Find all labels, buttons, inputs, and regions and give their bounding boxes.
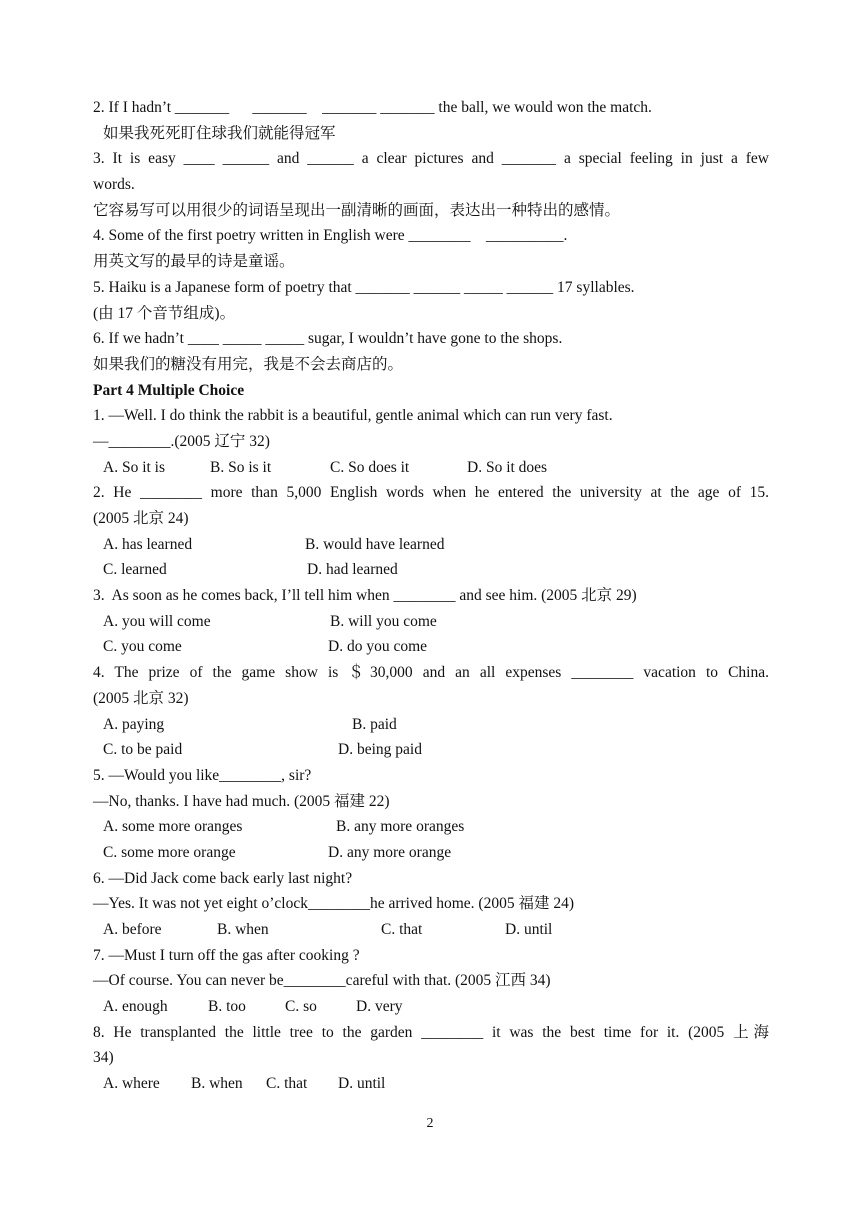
text-line: 4. Some of the first poetry written in English were ________ __________. xyxy=(93,227,568,245)
option-c: C. So does it xyxy=(330,458,410,476)
options-row xyxy=(93,1071,769,1097)
option-a: A. you will come xyxy=(103,612,211,630)
option-c: C. that xyxy=(381,921,423,938)
option-a: A. has learned xyxy=(103,535,193,553)
option-d: D. being paid xyxy=(338,741,422,759)
option-c: C. learned xyxy=(103,561,167,579)
section-heading: Part 4 Multiple Choice xyxy=(93,381,245,399)
option-b: B. any more oranges xyxy=(336,818,465,836)
option-b: B. when xyxy=(191,1075,243,1093)
question-text: —Yes. It was not yet eight o’clock________he arrived home. (2005 福建 24) xyxy=(93,895,574,913)
text-line: (由 17 个音节组成)。 xyxy=(93,304,236,322)
question-text: (2005 北京 32) xyxy=(93,689,189,707)
option-b: B. will you come xyxy=(330,612,437,630)
option-d: D. do you come xyxy=(328,638,428,656)
options-row xyxy=(93,712,769,738)
option-c: C. so xyxy=(285,998,317,1016)
question-text: 7. —Must I turn off the gas after cooking ? xyxy=(93,946,360,964)
option-b: B. So is it xyxy=(210,458,272,476)
text-line: 3. It is easy ____ ______ and ______ a clear pictures and _______ a special feeling in just a few xyxy=(93,150,769,168)
question-text: (2005 北京 24) xyxy=(93,510,189,527)
option-c: C. to be paid xyxy=(103,741,183,759)
option-b: B. paid xyxy=(352,715,397,733)
options-row xyxy=(93,737,769,763)
question-text: 4. The prize of the game show is ＄30,000 and an all expenses ________ vacation to China. xyxy=(93,664,769,682)
options-row xyxy=(93,814,769,840)
options-row xyxy=(93,634,769,660)
question-text: 2. He ________ more than 5,000 English words when he entered the university at the age of 15. xyxy=(93,484,769,502)
options-row xyxy=(93,532,769,558)
text-line: 它容易写可以用很少的词语呈现出一副清晰的画面，表达出一种特出的感情。 xyxy=(93,201,621,219)
question-text: 8. He transplanted the little tree to the garden ________ it was the best time for it. (2005 上海 xyxy=(93,1023,769,1041)
option-b: B. when xyxy=(217,921,269,938)
question-text: 3. As soon as he comes back, I’ll tell him when ________ and see him. (2005 北京 29) xyxy=(93,587,637,605)
document-body xyxy=(93,95,769,1097)
option-c: C. some more orange xyxy=(103,843,236,861)
option-a: A. some more oranges xyxy=(103,818,243,836)
question-text: —Of course. You can never be________careful with that. (2005 江西 34) xyxy=(93,972,551,990)
option-d: D. until xyxy=(338,1075,386,1093)
options-row xyxy=(93,455,769,481)
option-a: A. where xyxy=(103,1075,160,1093)
option-a: A. enough xyxy=(103,998,168,1016)
options-row xyxy=(93,840,769,866)
options-row xyxy=(93,609,769,635)
text-line: 5. Haiku is a Japanese form of poetry that _______ ______ _____ ______ 17 syllables. xyxy=(93,278,635,296)
option-b: B. would have learned xyxy=(305,535,445,553)
option-a: A. So it is xyxy=(103,458,166,476)
option-d: D. very xyxy=(356,998,403,1016)
option-d: D. So it does xyxy=(467,458,548,476)
option-c: C. that xyxy=(266,1075,308,1093)
options-row xyxy=(93,917,769,943)
text-line: 用英文写的最早的诗是童谣。 xyxy=(93,253,295,271)
question-text: 5. —Would you like________, sir? xyxy=(93,766,312,784)
option-d: D. any more orange xyxy=(328,843,452,861)
question-text: 1. —Well. I do think the rabbit is a beautiful, gentle animal which can run very fast. xyxy=(93,407,613,425)
option-a: A. paying xyxy=(103,715,165,733)
question-text: —No, thanks. I have had much. (2005 福建 22) xyxy=(93,792,390,810)
text-line: words. xyxy=(93,176,135,194)
text-line: 如果我们的糖没有用完，我是不会去商店的。 xyxy=(93,355,404,373)
question-text: —________.(2005 辽宁 32) xyxy=(93,432,270,450)
option-d: D. had learned xyxy=(307,561,398,579)
options-row xyxy=(93,557,769,583)
option-d: D. until xyxy=(505,921,553,938)
text-line: 6. If we hadn’t ____ _____ _____ sugar, I wouldn’t have gone to the shops. xyxy=(93,330,563,348)
text-line: 如果我死死盯住球我们就能得冠军 xyxy=(103,124,336,142)
options-row xyxy=(93,994,769,1020)
page-number: 2 xyxy=(426,1116,434,1131)
text-line: 2. If I hadn’t _______ _______ _______ _______ the ball, we would won the match. xyxy=(93,99,652,116)
option-c: C. you come xyxy=(103,638,182,656)
option-a: A. before xyxy=(103,921,162,938)
question-text: 34) xyxy=(93,1049,114,1067)
question-text: 6. —Did Jack come back early last night? xyxy=(93,869,353,887)
option-b: B. too xyxy=(208,998,246,1016)
